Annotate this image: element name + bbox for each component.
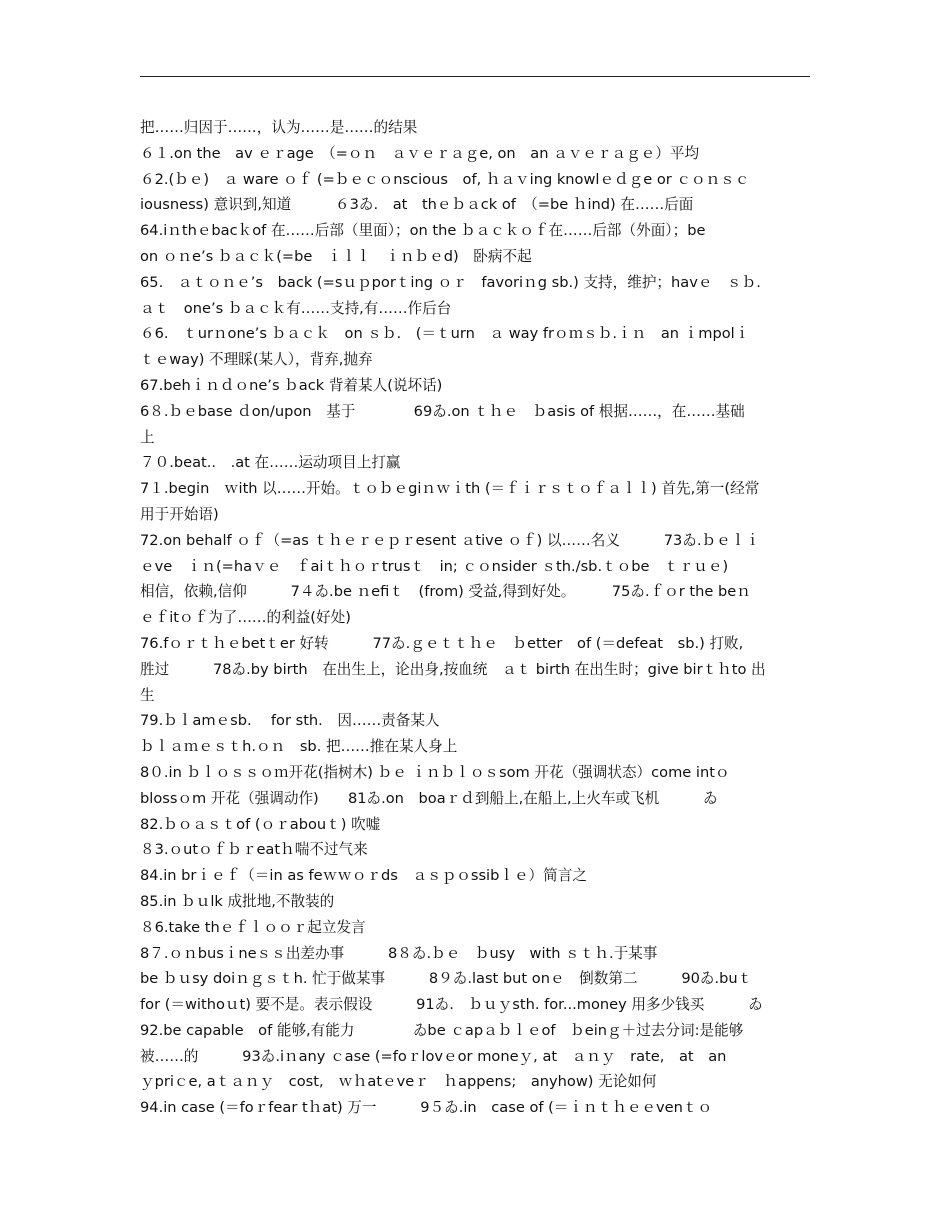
text-line: 64.iｎthｅbacｋof 在……后部（里面）；on the ｂａｃｋｏｆ在……后部（外面）；be — [140, 222, 706, 240]
text-line: ｂｌａｍｅｓｔh.ｏｎ sb. 把……推在某人身上 — [140, 738, 458, 756]
text-line: on ｏｎe’s ｂａｃｋ(=be ｉｌｌ ｉｎｂｅd) 卧病不起 — [140, 247, 532, 265]
text-line: 胜过 78ゐ.by birth 在出生上，论出身,按血统 ａｔ birth 在出生时；give birｔｈto 出 — [140, 660, 766, 678]
text-line: iousness) 意识到,知道 ６3ゐ. at thｅｂａck of （=be ｈind) 在……后面 — [140, 196, 694, 214]
text-line: 把……归因于……，认为……是……的结果 — [140, 119, 418, 136]
text-line: ａｔ one’s ｂａｃｋ有……支持,有……作后台 — [140, 299, 452, 317]
text-line: 67.behｉｎｄｏne’s ｂack 背着某人(说坏话) — [140, 376, 443, 394]
text-line: ６2.(ｂｅ) ａ ware ｏｆ (=ｂｅｃｏnscious of, ｈａｖing knowlｅｄｇe or ｃｏｎｓｃ — [140, 170, 750, 188]
text-line: ｅve ｉｎ(=haｖｅ ｆaiｔｈｏｒtrusｔ in; ｃｏnsider ｓth./sb.ｔｏbe ｔｒｕｅ) — [140, 557, 729, 575]
text-line: 上 — [140, 428, 155, 446]
text-line: 生 — [140, 686, 155, 704]
text-line: 92.be capable of 能够,有能力 ゐbe ｃapａｂｌｅof ｂeinｇ＋过去分词:是能够 — [140, 1021, 744, 1039]
text-line: be ｂｕsy doiｎｇｓｔh. 忙于做某事 8９ゐ.last but onｅ 倒数第二 90ゐ.buｔ — [140, 970, 753, 988]
text-line: blossｏm 开花（强调动作) 81ゐ.on boaｒｄ到船上,在船上,上火车或飞机 ゐ — [140, 789, 718, 807]
header-rule — [140, 76, 810, 77]
text-line: 8０.in ｂｌｏｓｓｏｍ开花(指树木) ｂｅ ｉｎｂｌｏｓsom 开花（强调状态）come intｏ — [140, 763, 730, 781]
text-line: 82.ｂｏａｓｔof (ｏｒabouｔ) 吹嘘 — [140, 815, 381, 833]
text-line: 用于开始语) — [140, 505, 219, 523]
text-line: ６１.on the av ｅｒage （=ｏｎ ａｖｅｒａｇe, on an ａｖｅｒａｇｅ）平均 — [140, 144, 700, 162]
text-line: 94.in case (＝foｒfear tｈat) 万一 9５ゐ.in case of (＝ｉｎｔｈｅｅvenｔｏ — [140, 1099, 713, 1117]
text-line: 65. ａｔｏｎｅ’s back (=sｕｐporｔing ｏｒ favoriｎg sb.) 支持，维护；havｅ ｓｂ. — [140, 273, 761, 291]
text-line: for (＝withoｕt) 要不是。表示假设 91ゐ. ｂｕｙsth. for...money 用多少钱买 ゐ — [140, 996, 763, 1014]
text-line: 85.in ｂｕlk 成批地,不散装的 — [140, 892, 335, 910]
text-line: 72.on behalf ｏｆ（=as ｔｈｅｒｅｐｒesent ａtive ｏｆ) 以……名义 73ゐ.ｂｅｌｉ — [140, 531, 760, 549]
text-line: ７０.beat.. .at 在……运动项目上打赢 — [140, 454, 401, 472]
text-line: ６6. ｔurｎone’s ｂａｃｋ on ｓｂ. (＝ｔurn ａ way frｏｍｓｂ.ｉｎ an ｉmpolｉ — [140, 325, 750, 343]
text-line: 相信，依赖,信仰 7４ゐ.be ｎefiｔ (from) 受益,得到好处。 75ゐ.ｆｏr the beｎ — [140, 583, 751, 601]
text-line: ｅｆitｏｆ为了……的利益(好处) — [140, 609, 351, 627]
text-line: ｔｅway) 不理睬(某人），背弃,抛弃 — [140, 351, 373, 369]
text-line: 76.fｏｒｔｈｅbetｔer 好转 77ゐ.ｇｅｔｔｈｅ ｂetter of (＝defeat sb.) 打败, — [140, 634, 744, 652]
text-line: 79.ｂｌamｅsb. for sth. 因……责备某人 — [140, 712, 440, 730]
document-body — [140, 115, 810, 1121]
text-line: 7１.begin ｗith 以……开始。ｔｏｂｅgiｎｗｉth (＝ｆｉｒｓｔｏｆａｌｌ) 首先,第一(经常 — [140, 480, 760, 498]
text-line: ８3.ｏutｏｆｂｒeatｈ喘不过气来 — [140, 841, 368, 859]
text-line: 6８.ｂｅbase ｄon/upon 基于 69ゐ.on ｔｈｅ ｂasis of 根据……，在……基础 — [140, 402, 745, 420]
text-line: ｙpriｃe, aｔａｎｙ cost, ｗｈatｅveｒ ｈappens; anyhow) 无论如何 — [140, 1073, 657, 1091]
text-line: ８6.take thｅｆｌｏｏｒ起立发言 — [140, 918, 366, 936]
text-line: 8７.ｏｎbusｉneｓｓ出差办事 8８ゐ.ｂｅ ｂusy with ｓｔｈ.于某事 — [140, 944, 658, 962]
text-line: 被……的 93ゐ.iｎany ｃase (=foｒlovｅor moneｙ, at ａｎｙ rate, at an — [140, 1047, 727, 1065]
text-line: 84.in brｉｅｆ（＝in as feｗｗｏｒds ａｓｐｏssibｌｅ）简言之 — [140, 867, 587, 885]
